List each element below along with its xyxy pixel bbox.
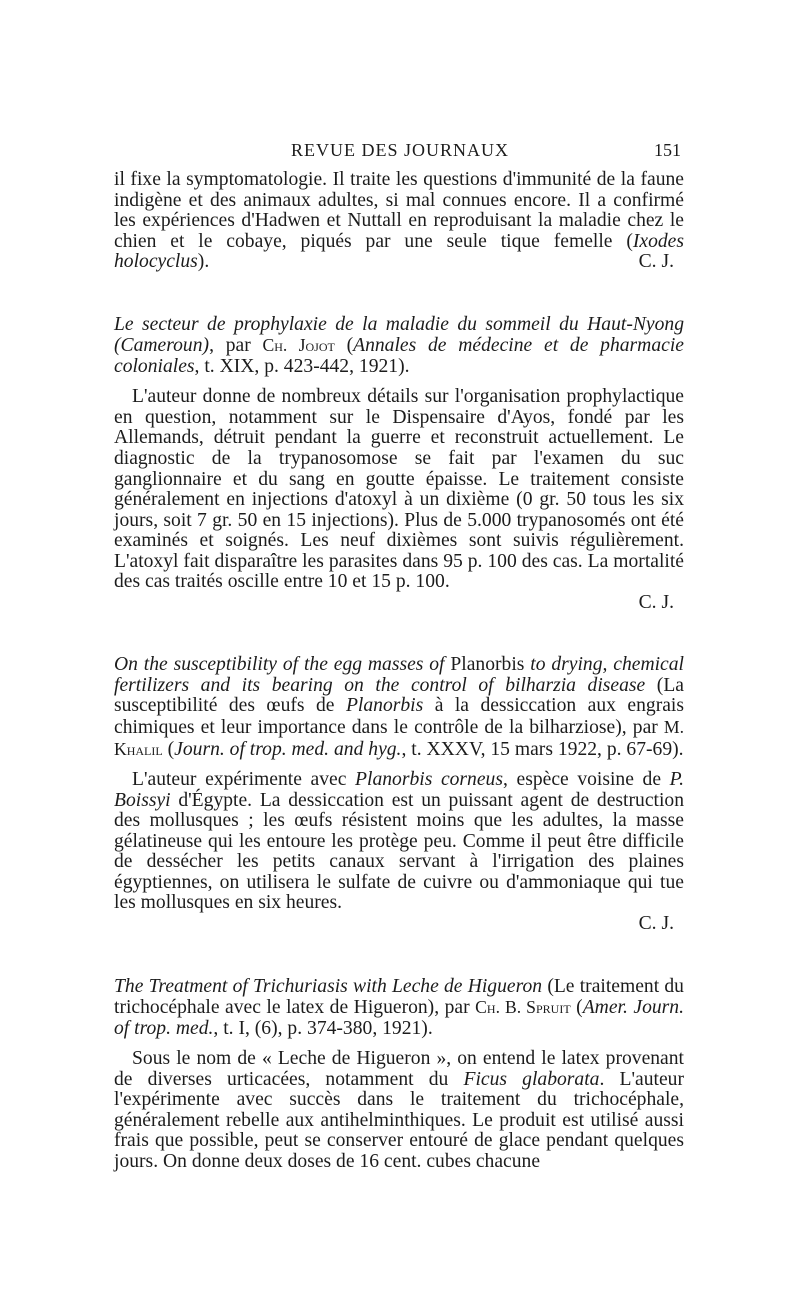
- body-text: [114, 170, 684, 1172]
- review-3-title-genus: Planorbis: [450, 654, 525, 676]
- review-1-species: Ixodes holocyclus: [114, 230, 684, 273]
- review-4-author: Ch. B. Spruit: [475, 997, 571, 1018]
- review-2-signature: C. J.: [638, 591, 674, 613]
- review-3-journal: Journ. of trop. med. and hyg.: [174, 738, 402, 760]
- review-4-journal: Amer. Journ. of trop. med.: [114, 997, 684, 1039]
- page-number: 151: [654, 140, 681, 160]
- review-1-text: il fixe la symptomatologie. Il traite les questions d'immunité de la faune indigène et des animaux adultes, si mal connues encore. Il a confirmé les expériences d'Hadwen et Nuttall en reproduisant la maladie chez le chien et le cobaye, piqués par une seule tique femelle (Ixodes holocyclus). C. J.: [114, 169, 684, 273]
- running-head: [0, 140, 800, 164]
- review-4-body: Sous le nom de « Leche de Higueron », on entend le latex provenant de diverses urticacées, notamment du Ficus glaborata. L'auteur l'expérimente avec succès dans le traitement du trichocéphale, généralement rebelle aux antihelminthiques. Le produit est utilisé aussi frais que possible, peut se conserver entouré de glace pendant quelques jours. On donne deux doses de 16 cent. cubes chacune: [114, 1048, 684, 1172]
- review-2-reference: Le secteur de prophylaxie de la maladie du sommeil du Haut-Nyong (Cameroun), par Ch. Jojot (Annales de médecine et de pharmacie coloniales, t. XIX, p. 423-442, 1921).: [114, 313, 684, 377]
- review-3-author: M. Khalil: [114, 717, 684, 759]
- review-2-author: Ch. Jojot: [262, 335, 335, 356]
- running-title: REVUE DES JOURNAUX: [290, 140, 509, 160]
- review-3-signature: C. J.: [638, 912, 674, 934]
- review-2-body: L'auteur donne de nombreux détails sur l'organisation prophylactique en question, notamment sur le Dispensaire d'Ayos, fondé par les Allemands, détruit pendant la guerre et reconstruit actuellement. Le diagnostic de la trypanosomose se fait par l'examen du suc ganglionnaire et du sang en goutte épaisse. Le traitement consiste généralement en injections d'atoxyl à un dixième (0 gr. 50 tous les six jours, soit 7 gr. 50 en 15 injections). Plus de 5.000 trypanosomés ont été examinés et soignés. Les neuf dixièmes sont suivis régulièrement. L'atoxyl fait disparaître les parasites dans 95 p. 100 des cas. La mortalité des cas traités oscille entre 10 et 15 p. 100.: [114, 386, 684, 593]
- review-2-journal: Annales de médecine et de pharmacie coloniales: [114, 335, 684, 377]
- review-2-title: Le secteur de prophylaxie de la maladie du sommeil du Haut-Nyong (Cameroun): [114, 313, 684, 357]
- review-1-signature: C. J.: [638, 251, 674, 273]
- review-3-body: L'auteur expérimente avec Planorbis corneus, espèce voisine de P. Boissyi d'Égypte. La dessiccation est un puissant agent de destruction des mollusques ; les œufs résistent moins que les adultes, la masse gélatineuse qui les entoure les protège peu. Comme il peut être difficile de dessécher les petits canaux servant à l'irrigation des plaines égyptiennes, on utilisera le sulfate de cuivre ou d'ammoniaque qui tue les mollusques en six heures.: [114, 769, 684, 914]
- review-4-reference: The Treatment of Trichuriasis with Leche de Higueron (Le traitement du trichocéphale avec le latex de Higueron), par Ch. B. Spruit (Amer. Journ. of trop. med., t. I, (6), p. 374-380, 1921).: [114, 975, 684, 1039]
- review-4-title: The Treatment of Trichuriasis with Leche de Higueron: [114, 975, 543, 997]
- review-3-reference: On the susceptibility of the egg masses of Planorbis to drying, chemical fertilizers and its bearing on the control of bilharzia disease (La susceptibilité des œufs de Planorbis à la dessiccation aux engrais chimiques et leur importance dans le contrôle de la bilharziose), par M. Khalil (Journ. of trop. med. and hyg., t. XXXV, 15 mars 1922, p. 67-69).: [114, 654, 684, 760]
